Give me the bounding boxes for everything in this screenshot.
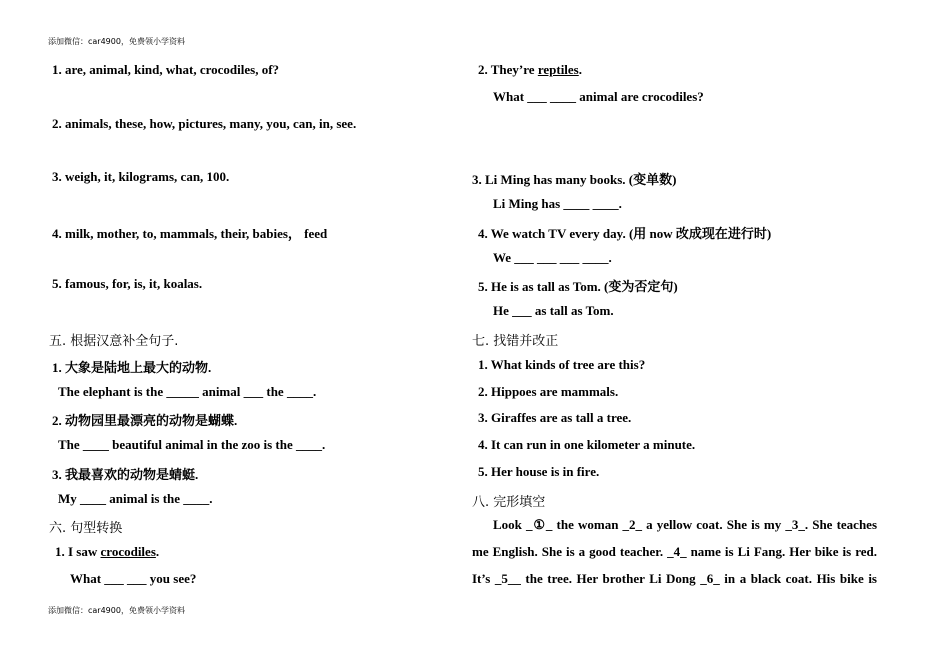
cloze-line-2: me English. She is a good teacher. _4_ name is Li Fang. Her bike is red. [472, 544, 877, 559]
section-7-title: 七. 找错并改正 [472, 334, 559, 349]
sec7-item-4: 4. It can run in one kilometer a minute. [478, 437, 696, 452]
sec7-item-3: 3. Giraffes are as tall a tree. [478, 410, 632, 425]
question-5: 5. famous, for, is, it, koalas. [52, 276, 203, 291]
sec5-item-2-english: The ____ beautiful animal in the zoo is the ____. [58, 437, 326, 452]
question-1: 1. are, animal, kind, what, crocodiles, of? [52, 62, 280, 77]
sec7-item-1: 1. What kinds of tree are this? [478, 357, 646, 372]
right-item-4: 4. We watch TV every day. (用 now 改成现在进行时) [478, 226, 772, 241]
sec6-item-1-english: What ___ ___ you see? [70, 571, 197, 586]
right-item-5: 5. He is as tall as Tom. (变为否定句) [478, 279, 678, 294]
sec6-item-1-underlined: crocodiles [100, 544, 156, 559]
page-header: 添加微信：car4900，免费领小学资料 [48, 37, 185, 46]
sec5-item-1-chinese: 1. 大象是陆地上最大的动物. [52, 360, 212, 375]
section-6-title: 六. 句型转换 [49, 521, 123, 536]
sec7-item-5: 5. Her house is in fire. [478, 464, 600, 479]
question-4: 4. milk, mother, to, mammals, their, babies， feed [52, 226, 328, 241]
right-item-2-prefix: 2. They’re [478, 62, 538, 77]
right-item-2-suffix: . [578, 62, 582, 77]
sec6-item-1-suffix: . [155, 544, 160, 559]
sec5-item-3-chinese: 3. 我最喜欢的动物是蜻蜓. [52, 467, 199, 482]
page-footer: 添加微信：car4900，免费领小学资料 [48, 606, 185, 615]
sec6-item-1 [55, 544, 159, 560]
right-item-3-english: Li Ming has ____ ____. [493, 196, 622, 211]
right-item-4-english: We ___ ___ ___ ____. [493, 250, 612, 265]
right-item-2-underlined: reptiles [537, 62, 579, 77]
sec7-item-2: 2. Hippoes are mammals. [478, 384, 619, 399]
right-item-2 [478, 62, 582, 78]
section-8-title: 八. 完形填空 [472, 495, 546, 510]
cloze-line-1: Look _①_ the woman _2_ a yellow coat. She is my _3_. She teaches [493, 517, 877, 532]
question-2: 2. animals, these, how, pictures, many, you, can, in, see. [52, 116, 357, 131]
sec6-item-1-prefix: 1. I saw [55, 544, 101, 559]
sec5-item-1-english: The elephant is the _____ animal ___ the ____. [58, 384, 317, 399]
right-item-5-english: He ___ as tall as Tom. [493, 303, 614, 318]
right-item-3: 3. Li Ming has many books. (变单数) [472, 172, 677, 187]
sec5-item-2-chinese: 2. 动物园里最漂亮的动物是蝴蝶. [52, 413, 238, 428]
section-5-title: 五. 根据汉意补全句子. [49, 334, 179, 349]
question-3: 3. weigh, it, kilograms, can, 100. [52, 169, 230, 184]
sec5-item-3-english: My ____ animal is the ____. [58, 491, 213, 506]
cloze-line-3: It’s _5__ the tree. Her brother Li Dong _6_ in a black coat. His bike is [472, 571, 877, 586]
right-item-2-english: What ___ ____ animal are crocodiles? [493, 89, 704, 104]
